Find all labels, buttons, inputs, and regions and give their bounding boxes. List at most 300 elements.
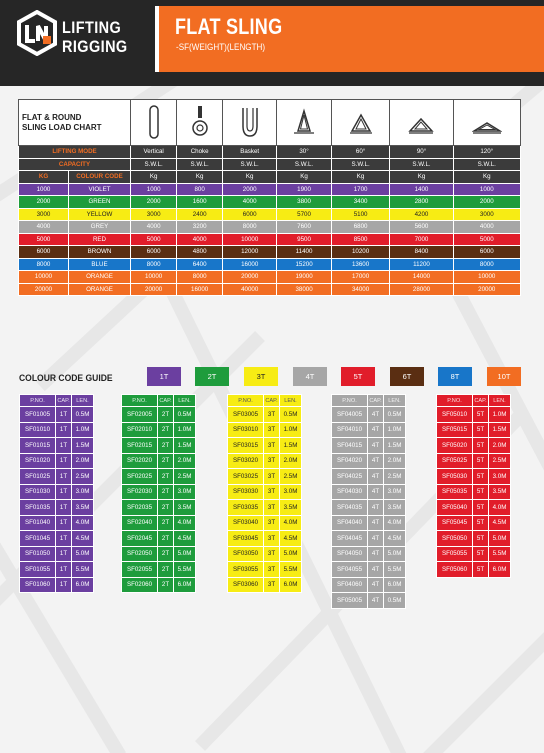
part-row	[437, 546, 511, 562]
part-col-header: CAP.	[368, 395, 384, 407]
part-row	[332, 546, 406, 562]
load-value-cell: 8000	[222, 221, 276, 234]
load-value-cell: 16000	[222, 258, 276, 271]
part-pno-cell: SF01005	[20, 407, 56, 423]
part-row	[437, 469, 511, 485]
part-cap-cell: 3T	[264, 546, 280, 562]
part-row	[437, 562, 511, 578]
part-cap-cell: 3T	[264, 577, 280, 593]
part-cap-cell: 1T	[56, 500, 72, 516]
page-title: FLAT SLING	[175, 14, 283, 39]
part-number-table	[436, 394, 511, 578]
part-row	[228, 546, 302, 562]
part-row	[20, 515, 94, 531]
part-table-header	[332, 395, 406, 407]
part-cap-cell: 4T	[368, 453, 384, 469]
part-len-cell: 5.0M	[280, 546, 302, 562]
mode-cell: 90°	[390, 146, 453, 159]
part-row	[122, 407, 196, 423]
part-cap-cell: 2T	[158, 546, 174, 562]
part-pno-cell: SF03040	[228, 515, 264, 531]
part-pno-cell: SF02005	[122, 407, 158, 423]
part-row	[122, 577, 196, 593]
colour-chip: 3T	[244, 367, 278, 386]
part-pno-cell: SF04040	[332, 515, 368, 531]
capacity-cell: S.W.L.	[390, 158, 453, 171]
load-value-cell: 34000	[331, 283, 390, 296]
mode-cell: 60°	[331, 146, 390, 159]
part-len-cell: 3.5M	[384, 500, 406, 516]
part-cap-cell: 5T	[473, 407, 489, 423]
part-len-cell: 4.0M	[384, 515, 406, 531]
part-cap-cell: 2T	[158, 453, 174, 469]
load-value-cell: 4200	[390, 208, 453, 221]
part-cap-cell: 4T	[368, 577, 384, 593]
capacity-label: CAPACITY	[19, 158, 131, 171]
part-pno-cell: SF02035	[122, 500, 158, 516]
load-kg-cell: 20000	[19, 283, 69, 296]
load-value-cell: 8000	[131, 258, 177, 271]
header	[0, 0, 544, 86]
part-len-cell: 2.0M	[384, 453, 406, 469]
load-value-cell: 1900	[277, 183, 331, 196]
part-row	[20, 453, 94, 469]
part-cap-cell: 4T	[368, 484, 384, 500]
part-row	[228, 577, 302, 593]
part-pno-cell: SF05035	[437, 484, 473, 500]
page-subtitle: -SF(WEIGHT)(LENGTH)	[176, 42, 266, 52]
part-len-cell: 0.5M	[384, 407, 406, 423]
part-pno-cell: SF01025	[20, 469, 56, 485]
load-value-cell: 15200	[277, 258, 331, 271]
part-pno-cell: SF03050	[228, 546, 264, 562]
part-len-cell: 2.5M	[174, 469, 196, 485]
colour-guide-title: COLOUR CODE GUIDE	[19, 373, 113, 384]
part-len-cell: 0.5M	[72, 407, 94, 423]
part-pno-cell: SF04015	[332, 438, 368, 454]
load-kg-cell: 4000	[19, 221, 69, 234]
part-col-header: CAP.	[56, 395, 72, 407]
load-row	[19, 246, 521, 259]
part-row	[228, 438, 302, 454]
part-row	[20, 484, 94, 500]
part-col-header: LEN.	[280, 395, 302, 407]
load-value-cell: 3400	[331, 196, 390, 209]
part-pno-cell: SF04055	[332, 562, 368, 578]
part-row	[20, 438, 94, 454]
part-pno-cell: SF02055	[122, 562, 158, 578]
part-pno-cell: SF01035	[20, 500, 56, 516]
load-value-cell: 1000	[453, 183, 520, 196]
part-len-cell: 1.0M	[72, 422, 94, 438]
part-cap-cell: 3T	[264, 422, 280, 438]
load-colour-cell: BLUE	[69, 258, 131, 271]
part-row	[332, 453, 406, 469]
part-len-cell: 1.0M	[174, 422, 196, 438]
part-len-cell: 6.0M	[72, 577, 94, 593]
part-pno-cell: SF03015	[228, 438, 264, 454]
part-cap-cell: 3T	[264, 438, 280, 454]
part-pno-cell: SF01040	[20, 515, 56, 531]
part-cap-cell: 4T	[368, 593, 384, 609]
part-number-table	[331, 394, 406, 609]
part-len-cell: 2.0M	[489, 438, 511, 454]
load-value-cell: 4000	[131, 221, 177, 234]
part-col-header: P.NO.	[228, 395, 264, 407]
part-len-cell: 3.0M	[280, 484, 302, 500]
load-value-cell: 40000	[222, 283, 276, 296]
part-row	[228, 469, 302, 485]
part-col-header: P.NO.	[437, 395, 473, 407]
part-row	[437, 500, 511, 516]
part-cap-cell: 2T	[158, 515, 174, 531]
part-table-header	[437, 395, 511, 407]
part-pno-cell: SF01050	[20, 546, 56, 562]
part-cap-cell: 3T	[264, 453, 280, 469]
part-row	[228, 515, 302, 531]
load-value-cell: 6000	[131, 246, 177, 259]
choke-sling-icon	[177, 100, 223, 146]
colour-chip: 5T	[341, 367, 375, 386]
part-len-cell: 0.5M	[174, 407, 196, 423]
part-cap-cell: 1T	[56, 577, 72, 593]
part-col-header: LEN.	[174, 395, 196, 407]
part-len-cell: 3.0M	[72, 484, 94, 500]
part-row	[20, 469, 94, 485]
part-cap-cell: 2T	[158, 422, 174, 438]
part-cap-cell: 1T	[56, 515, 72, 531]
part-len-cell: 3.0M	[489, 469, 511, 485]
load-row	[19, 258, 521, 271]
part-len-cell: 3.0M	[174, 484, 196, 500]
part-row	[20, 531, 94, 547]
part-row	[437, 453, 511, 469]
logo-text	[62, 18, 128, 56]
part-len-cell: 5.0M	[489, 531, 511, 547]
part-cap-cell: 5T	[473, 546, 489, 562]
logo-line-2: RIGGING	[62, 37, 128, 56]
part-cap-cell: 3T	[264, 562, 280, 578]
mode-cell: 30°	[277, 146, 331, 159]
part-len-cell: 6.0M	[174, 577, 196, 593]
part-row	[332, 593, 406, 609]
part-pno-cell: SF02015	[122, 438, 158, 454]
part-cap-cell: 3T	[264, 531, 280, 547]
basket-sling-icon	[222, 100, 276, 146]
part-len-cell: 5.5M	[489, 546, 511, 562]
part-len-cell: 2.5M	[280, 469, 302, 485]
lifting-mode-label: LIFTING MODE	[19, 146, 131, 159]
part-cap-cell: 2T	[158, 562, 174, 578]
part-len-cell: 1.5M	[489, 422, 511, 438]
part-pno-cell: SF05050	[437, 531, 473, 547]
part-row	[122, 422, 196, 438]
part-row	[20, 562, 94, 578]
part-pno-cell: SF04005	[332, 407, 368, 423]
load-value-cell: 10200	[331, 246, 390, 259]
load-value-cell: 800	[177, 183, 223, 196]
part-cap-cell: 5T	[473, 515, 489, 531]
part-len-cell: 1.0M	[384, 422, 406, 438]
part-len-cell: 3.5M	[72, 500, 94, 516]
colour-chip: 4T	[293, 367, 327, 386]
part-row	[122, 484, 196, 500]
part-cap-cell: 5T	[473, 422, 489, 438]
part-len-cell: 2.0M	[280, 453, 302, 469]
part-cap-cell: 4T	[368, 500, 384, 516]
chart-title-line-2: SLING LOAD CHART	[22, 122, 102, 132]
load-value-cell: 5000	[453, 233, 520, 246]
part-pno-cell: SF01015	[20, 438, 56, 454]
part-row	[437, 407, 511, 423]
part-pno-cell: SF02025	[122, 469, 158, 485]
part-col-header: CAP.	[264, 395, 280, 407]
part-row	[122, 546, 196, 562]
unit-cell: Kg	[331, 171, 390, 184]
load-value-cell: 20000	[222, 271, 276, 284]
load-value-cell: 9500	[277, 233, 331, 246]
load-value-cell: 6800	[331, 221, 390, 234]
part-pno-cell: SF05030	[437, 469, 473, 485]
part-row	[228, 453, 302, 469]
part-cap-cell: 1T	[56, 484, 72, 500]
load-value-cell: 20000	[453, 283, 520, 296]
part-pno-cell: SF03005	[228, 407, 264, 423]
part-len-cell: 3.5M	[174, 500, 196, 516]
part-row	[332, 407, 406, 423]
part-pno-cell: SF02050	[122, 546, 158, 562]
part-len-cell: 6.0M	[489, 562, 511, 578]
part-row	[228, 407, 302, 423]
part-len-cell: 4.0M	[174, 515, 196, 531]
capacity-cell: S.W.L.	[222, 158, 276, 171]
chart-title-line-1: FLAT & ROUND	[22, 112, 82, 122]
load-kg-cell: 5000	[19, 233, 69, 246]
part-cap-cell: 2T	[158, 484, 174, 500]
part-row	[332, 422, 406, 438]
part-pno-cell: SF02010	[122, 422, 158, 438]
load-colour-cell: GREY	[69, 221, 131, 234]
mode-cell: Vertical	[131, 146, 177, 159]
load-row	[19, 196, 521, 209]
part-len-cell: 1.5M	[174, 438, 196, 454]
load-value-cell: 6000	[453, 246, 520, 259]
load-row	[19, 283, 521, 296]
part-cap-cell: 5T	[473, 562, 489, 578]
load-value-cell: 8000	[177, 271, 223, 284]
part-cap-cell: 1T	[56, 438, 72, 454]
load-colour-cell: ORANGE	[69, 271, 131, 284]
load-value-cell: 2800	[390, 196, 453, 209]
part-pno-cell: SF02020	[122, 453, 158, 469]
load-kg-cell: 8000	[19, 258, 69, 271]
part-len-cell: 5.5M	[384, 562, 406, 578]
part-cap-cell: 4T	[368, 546, 384, 562]
load-value-cell: 5100	[331, 208, 390, 221]
part-number-table	[121, 394, 196, 593]
part-len-cell: 4.5M	[72, 531, 94, 547]
load-value-cell: 38000	[277, 283, 331, 296]
part-pno-cell: SF04020	[332, 453, 368, 469]
part-row	[228, 531, 302, 547]
part-row	[20, 546, 94, 562]
load-colour-cell: VIOLET	[69, 183, 131, 196]
part-len-cell: 2.5M	[72, 469, 94, 485]
part-cap-cell: 5T	[473, 438, 489, 454]
part-pno-cell: SF05025	[437, 453, 473, 469]
angle-60-icon	[331, 100, 390, 146]
part-pno-cell: SF02030	[122, 484, 158, 500]
part-row	[122, 453, 196, 469]
part-pno-cell: SF01045	[20, 531, 56, 547]
angle-90-icon	[390, 100, 453, 146]
load-value-cell: 12000	[222, 246, 276, 259]
part-len-cell: 5.5M	[174, 562, 196, 578]
part-row	[122, 531, 196, 547]
load-value-cell: 14000	[390, 271, 453, 284]
colour-chip: 6T	[390, 367, 424, 386]
part-row	[228, 422, 302, 438]
load-value-cell: 6000	[222, 208, 276, 221]
unit-cell: Kg	[390, 171, 453, 184]
part-pno-cell: SF03035	[228, 500, 264, 516]
part-row	[437, 515, 511, 531]
part-row	[228, 562, 302, 578]
colour-chip: 1T	[147, 367, 181, 386]
load-colour-cell: RED	[69, 233, 131, 246]
load-value-cell: 10000	[131, 271, 177, 284]
part-cap-cell: 4T	[368, 469, 384, 485]
capacity-cell: S.W.L.	[277, 158, 331, 171]
part-number-table	[19, 394, 94, 593]
part-len-cell: 4.0M	[280, 515, 302, 531]
part-cap-cell: 3T	[264, 500, 280, 516]
part-pno-cell: SF02060	[122, 577, 158, 593]
part-len-cell: 4.5M	[174, 531, 196, 547]
load-value-cell: 13600	[331, 258, 390, 271]
part-col-header: CAP.	[473, 395, 489, 407]
part-row	[20, 407, 94, 423]
part-row	[332, 500, 406, 516]
load-kg-cell: 3000	[19, 208, 69, 221]
part-col-header: LEN.	[72, 395, 94, 407]
lifting-mode-row	[19, 146, 521, 159]
part-cap-cell: 1T	[56, 407, 72, 423]
part-len-cell: 2.0M	[174, 453, 196, 469]
part-len-cell: 5.5M	[72, 562, 94, 578]
load-value-cell: 1000	[131, 183, 177, 196]
part-row	[332, 562, 406, 578]
part-pno-cell: SF04035	[332, 500, 368, 516]
load-value-cell: 10000	[453, 271, 520, 284]
part-cap-cell: 1T	[56, 422, 72, 438]
colour-code-label: COLOUR CODE	[69, 171, 131, 184]
part-row	[332, 484, 406, 500]
angle-120-icon	[453, 100, 520, 146]
part-row	[122, 515, 196, 531]
part-row	[122, 562, 196, 578]
load-value-cell: 16000	[177, 283, 223, 296]
part-cap-cell: 2T	[158, 531, 174, 547]
part-col-header: LEN.	[384, 395, 406, 407]
part-len-cell: 4.5M	[280, 531, 302, 547]
part-cap-cell: 5T	[473, 531, 489, 547]
part-row	[437, 438, 511, 454]
part-pno-cell: SF03010	[228, 422, 264, 438]
load-value-cell: 7000	[390, 233, 453, 246]
mode-cell: 120°	[453, 146, 520, 159]
part-len-cell: 1.0M	[489, 407, 511, 423]
load-row	[19, 233, 521, 246]
part-cap-cell: 3T	[264, 469, 280, 485]
part-pno-cell: SF04050	[332, 546, 368, 562]
part-len-cell: 2.0M	[72, 453, 94, 469]
part-len-cell: 6.0M	[280, 577, 302, 593]
part-row	[437, 531, 511, 547]
part-col-header: P.NO.	[122, 395, 158, 407]
part-len-cell: 4.0M	[72, 515, 94, 531]
part-row	[122, 500, 196, 516]
part-col-header: P.NO.	[20, 395, 56, 407]
load-row	[19, 208, 521, 221]
part-row	[332, 515, 406, 531]
part-cap-cell: 3T	[264, 484, 280, 500]
part-row	[20, 577, 94, 593]
part-cap-cell: 2T	[158, 577, 174, 593]
load-value-cell: 11400	[277, 246, 331, 259]
part-len-cell: 1.0M	[280, 422, 302, 438]
part-number-table	[227, 394, 302, 593]
part-len-cell: 0.5M	[384, 593, 406, 609]
part-pno-cell: SF05060	[437, 562, 473, 578]
part-cap-cell: 3T	[264, 407, 280, 423]
part-pno-cell: SF04060	[332, 577, 368, 593]
load-kg-cell: 6000	[19, 246, 69, 259]
load-value-cell: 8500	[331, 233, 390, 246]
load-value-cell: 1600	[177, 196, 223, 209]
load-value-cell: 5000	[131, 233, 177, 246]
part-cap-cell: 4T	[368, 531, 384, 547]
load-value-cell: 10000	[222, 233, 276, 246]
part-cap-cell: 1T	[56, 469, 72, 485]
sling-load-chart	[18, 99, 521, 296]
part-row	[332, 438, 406, 454]
load-value-cell: 3000	[131, 208, 177, 221]
part-pno-cell: SF03030	[228, 484, 264, 500]
part-cap-cell: 4T	[368, 407, 384, 423]
part-pno-cell: SF04010	[332, 422, 368, 438]
part-pno-cell: SF02045	[122, 531, 158, 547]
part-table-header	[122, 395, 196, 407]
part-row	[122, 469, 196, 485]
part-len-cell: 5.5M	[280, 562, 302, 578]
load-colour-cell: YELLOW	[69, 208, 131, 221]
part-cap-cell: 3T	[264, 515, 280, 531]
unit-cell: Kg	[131, 171, 177, 184]
part-len-cell: 2.5M	[384, 469, 406, 485]
part-row	[228, 500, 302, 516]
capacity-cell: S.W.L.	[131, 158, 177, 171]
load-colour-cell: BROWN	[69, 246, 131, 259]
part-row	[228, 484, 302, 500]
part-cap-cell: 1T	[56, 531, 72, 547]
part-pno-cell: SF02040	[122, 515, 158, 531]
load-value-cell: 4000	[453, 221, 520, 234]
part-len-cell: 1.5M	[72, 438, 94, 454]
load-value-cell: 5700	[277, 208, 331, 221]
part-row	[437, 484, 511, 500]
mode-cell: Choke	[177, 146, 223, 159]
